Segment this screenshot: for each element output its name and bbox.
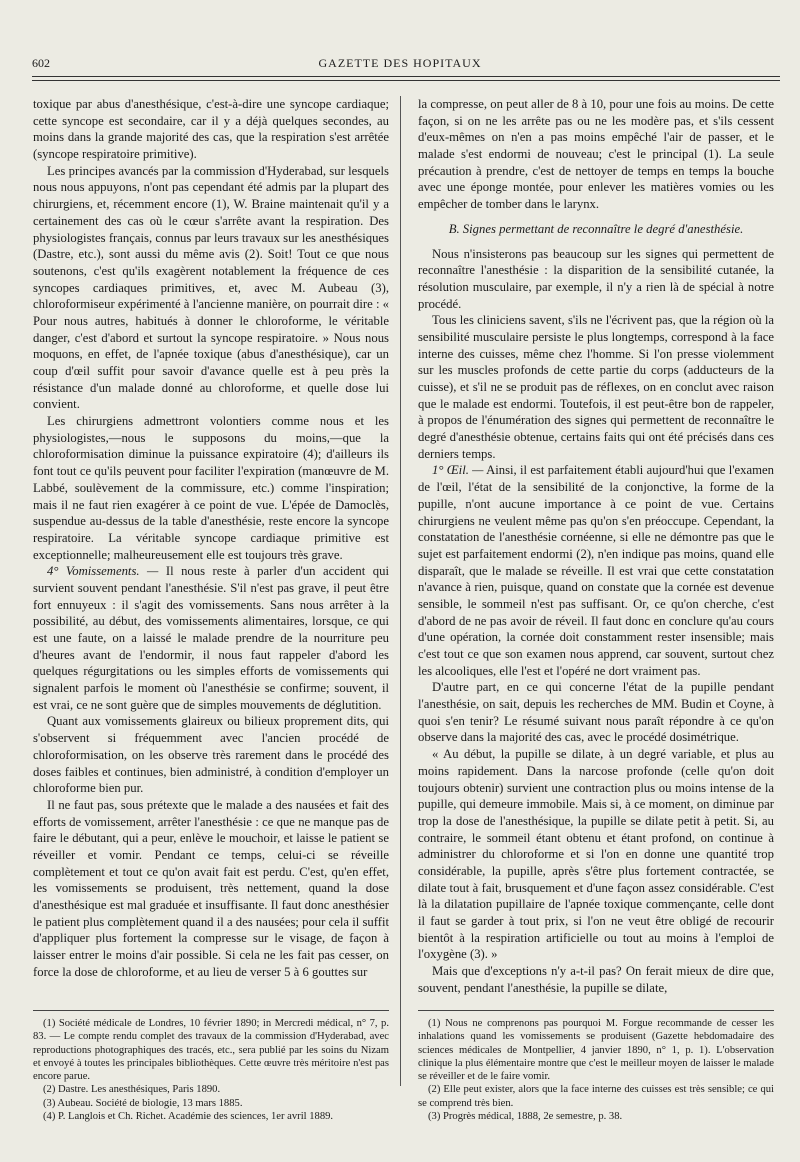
right-paragraph-6: « Au début, la pupille se dilate, à un degré variable, et plus au moins rapidement. Dans la narcose profonde (celle qu'on doit toujours obtenir) survient une contraction plus ou moins intense de la pupille, qui demeure immobile. Mais si, à ce moment, on diminue par trop la dose de l'anesthésique, la pupille se dilate petit à petit. Si, au contraire, le sommeil étant obtenu et étant profond, on continue à administrer du chloroforme et si l'on en donne une quantité trop considérable, la pupille, après s'être plus fortement contractée, se dilate tout à fait, brusquement et d'une façon assez considérable. C'est là la dilatation pupillaire de l'apnée toxique commençante, celle dont il faut se garder à tout prix, si l'on ne veut être obligé de recourir bientôt à la respiration artificielle ou tout au moins à l'emploi de l'oxygène (3). » (418, 747, 774, 962)
left-footnotes (33, 1017, 389, 1123)
left-paragraph-6: Il ne faut pas, sous prétexte que le malade a des nausées et fait des efforts de vomissement, arrêter l'anesthésie : ce que ne manque pas de faire le débutant, qui a peur, enlève le mouchoir, et laisse le patient se réveiller et vomir. Pendant ce temps, celui-ci se réveille complètement et tout ce qu'on avait fait est perdu. C'est, qu'en effet, les vomissements se produisent, très nettement, quand la dose d'anesthésique est mal graduée et insuffisante. Il faut donc anesthésier le patient plus complètement quand il a des nausées; pour cela il suffit d'appliquer plus fortement la compresse sur le visage, de façon à laisser entrer le moins d'air possible. Si cela ne les fait pas cesser, on force la dose de chloroforme, et au lieu de verser 5 à 6 gouttes sur (33, 797, 389, 979)
left-paragraph-4-text: Il nous reste à parler d'un accident qui survient souvent pendant l'anesthésie. S'il n'est pas grave, il peut être fort ennuyeux : il s'agit des vomissements. Sans nous arrêter à la possibilité, au début, des vomissements alimentaires, lorsque, ce qui est une faute, on a laissé le malade prendre de la nourriture peu d'heures avant de l'endormir, il nous faut rappeler d'abord les quelques régurgitations ou les simples efforts de vomissements qui signalent parfois le moment où l'anesthésie se confirme; souvent, il est vrai, ce ne sont guère que de simples mouvements de déglutition. (33, 564, 389, 712)
running-header (0, 56, 800, 76)
left-paragraph-4 (33, 563, 389, 713)
left-footnote-3: (3) Aubeau. Société de biologie, 13 mars 1885. (43, 1097, 243, 1109)
section-lead-oeil: 1° Œil. — (432, 463, 484, 478)
left-footnote-1: (1) Société médicale de Londres, 10 février 1890; in Mercredi médical, n° 7, p. 83. — Le compte rendu complet des travaux de la commission d'Hyderabad, avec reproductions photographiques des tracés, etc., sera publié par les soins du Nizam et envoyé à toutes les principales bibliothèques. Cette œuvre très méritoire n'est pas encore parue. (33, 1018, 389, 1083)
page-number: 602 (32, 56, 50, 70)
right-paragraph-5: D'autre part, en ce qui concerne l'état de la pupille pendant l'anesthésie, on sait, depuis les recherches de MM. Budin et Coyne, à quoi s'en tenir? Le résumé suivant nous paraît répondre à ce qu'on observe dans la majorité des cas, avec le procédé dosimétrique. (418, 680, 774, 745)
right-paragraph-2: Nous n'insisterons pas beaucoup sur les signes qui permettent de reconnaître l'anesthésie : la disparition de la sensibilité cutanée, la résolution musculaire, par exemple, il n'y a rien là de spécial à notre procédé. (418, 246, 774, 311)
left-paragraph-5: Quant aux vomissements glaireux ou bilieux proprement dits, qui s'observent si fréquemment avec l'ancien procédé de chloroformisation, on les observe très rarement dans le procédé des doses faibles et continues, bien administré, à condition d'employer un chloroforme bien pur. (33, 714, 389, 796)
right-footnote-1: (1) Nous ne comprenons pas pourquoi M. Forgue recommande de cesser les inhalations quand les vomissements se produisent (Gazette hebdomadaire des sciences médicales de Montpellier, 4 janvier 1890, n° 1, p. 1). L'observation clinique la plus élémentaire montre que c'est le meilleur moyen de laisser le malade se réveiller et de le faire vomir. (418, 1018, 774, 1083)
right-paragraph-4 (418, 462, 774, 679)
column-divider (400, 96, 401, 1086)
left-footnote-rule (33, 1010, 389, 1011)
left-paragraph-2: Les principes avancés par la commission d'Hyderabad, sur lesquels nous nous appuyons, n'ont pas cependant été admis par la plupart des chirurgiens, et, récemment encore (1), W. Braine maintenait qu'il y a certainement des cas où le cœur s'arrête avant la respiration. Des physiologistes français, connus par leurs travaux sur les anesthésiques (Dastre, etc.), sont aussi du même avis (2). Soit! Tout ce que nous soutenons, c'est qu'ils exagèrent notablement la fréquence de ces syncopes cardiaques primitives, et, avec M. Aubeau (3), chloroformiseur expérimenté à l'ancienne manière, on pourrait dire : « Pour nous autres, habitués à donner le chloroforme, le véritable danger, c'est d'abord et surtout la syncope respiratoire. » Nous nous moquons, en effet, de l'apnée toxique (abus d'anesthésique), car un coup d'œil suffit pour savoir d'avance quelle est à peu près la résistance d'un malade donné au chloroforme, et quelle dose lui convient. (33, 163, 389, 412)
right-paragraph-4-text: Ainsi, il est parfaitement établi aujourd'hui que l'examen de l'œil, l'état de la sensibilité de la conjonctive, la forme de la pupille, n'ont aucune importance à ce point de vue. Certains chirurgiens ne veulent même pas qu'on s'en préoccupe. Cependant, la constatation de l'anesthésie cornéenne, si elle ne démontre pas que le sujet est parfaitement endormi (2), n'en indique pas moins, quand elle disparaît, que le malade se réveille. Il est vrai que cette constatation n'avance à rien, puisque, quand on constate que la cornée est devenue sensible, le sommeil n'est pas suffisant. Or, ce qu'on cherche, c'est d'abord de ne pas avoir de réveil. Il faut donc en conclure qu'au cours d'une opération, la cornée doit constamment rester insensible; mais c'est tout ce que son examen nous apprend, car souvent, surtout chez les alcooliques, elle l'est et l'opéré ne dort vraiment pas. (418, 463, 774, 678)
right-footnote-2: (2) Elle peut exister, alors que la face interne des cuisses est très sensible; ce qui se comprend très bien. (418, 1084, 774, 1109)
right-footnote-rule (418, 1010, 774, 1011)
right-paragraph-7: Mais que d'exceptions n'y a-t-il pas? On ferait mieux de dire que, souvent, pendant l'anesthésie, la pupille se dilate, (418, 964, 774, 995)
section-heading-b: B. Signes permettant de reconnaître le degré d'anesthésie. (448, 221, 744, 236)
right-footnote-3: (3) Progrès médical, 1888, 2e semestre, p. 38. (428, 1111, 623, 1123)
section-lead-vomissements: 4° Vomissements. — (47, 564, 159, 579)
left-paragraph-3: Les chirurgiens admettront volontiers comme nous et les physiologistes,—nous le supposons du moins,—que la chloroformisation diminue la puissance expiratoire (4); d'ailleurs ils font tout ce qu'ils peuvent pour faciliter l'expiration (manœuvre de M. Labbé, soulèvement de la commissure, etc.) comme l'inspiration; mais il ne faut rien exagérer à ce point de vue. L'épée de Damoclès, suspendue au-dessus de la table d'anesthésie, reste encore la syncope respiratoire. La véritable syncope cardiaque primitive est exceptionnelle; malheureusement elle est toujours très grave. (33, 414, 389, 562)
right-footnotes (418, 1017, 774, 1123)
header-rule-bottom (32, 80, 780, 81)
right-paragraph-1: la compresse, on peut aller de 8 à 10, pour une fois au moins. De cette façon, si on ne les arrête pas ou ne les modère pas, et s'ils cessent d'eux-mêmes on n'en a pas moins empêché l'air de passer, et le malade s'est endormi de nouveau; c'est le principal (1). La seule précaution à prendre, c'est de nettoyer de temps en temps la bouche avec une éponge montée, pour enlever les matières vomies ou les empêcher de tomber dans le larynx. (418, 97, 774, 212)
header-rule-top (32, 76, 780, 77)
left-column (33, 96, 389, 980)
right-paragraph-3: Tous les cliniciens savent, s'ils ne l'écrivent pas, que la région où la sensibilité musculaire persiste le plus longtemps, correspond à la face interne des cuisses, même chez l'homme. Si l'on presse violemment sur les muscles profonds de cette partie du corps (adducteurs de la cuisse), et s'il ne se produit pas de réflexes, on en conclut avec raison que le malade est endormi. Toutefois, il est peut-être bon de rappeler, à propos de l'énumération des signes qui permettent de reconnaître le degré d'anesthésie obtenue, certains faits qui ont été précisés dans ces derniers temps. (418, 313, 774, 461)
journal-title: GAZETTE DES HOPITAUX (318, 56, 482, 70)
left-paragraph-1: toxique par abus d'anesthésique, c'est-à-dire une syncope cardiaque; cette syncope est secondaire, car il y a déjà quelques secondes, au moins dans la grande majorité des cas, que la respiration s'est arrêtée (syncope respiratoire primitive). (33, 97, 389, 162)
right-column (418, 96, 774, 996)
left-footnote-2: (2) Dastre. Les anesthésiques, Paris 1890. (43, 1084, 221, 1096)
left-footnote-4: (4) P. Langlois et Ch. Richet. Académie des sciences, 1er avril 1889. (43, 1111, 334, 1123)
